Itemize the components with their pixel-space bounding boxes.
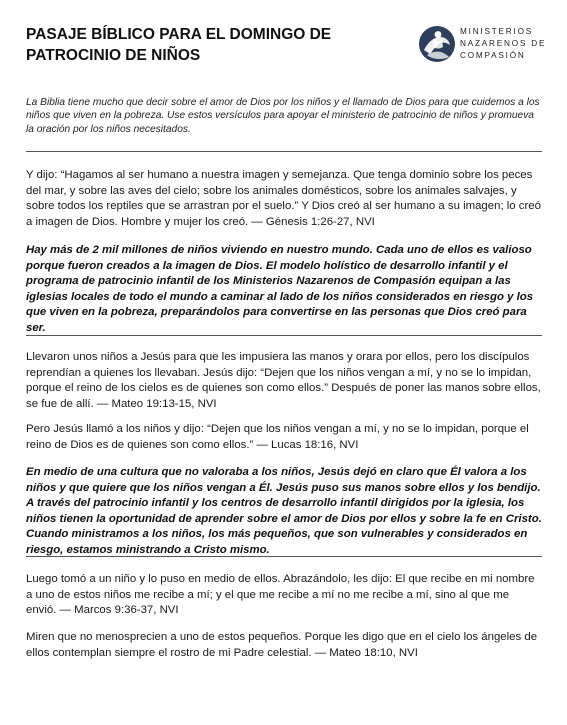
page-title: PASAJE BÍBLICO PARA EL DOMINGO DE PATROCINIO DE NIÑOS: [26, 26, 332, 64]
verse-marcos-9: Luego tomó a un niño y lo puso en medio de ellos. Abrazándolo, les dijo: El que recibe en mi nombre a uno de estos niños me recibe a mí; y el que me recibe a mí no me recibe a mí, sino al que me envió. — Marcos 9:36-37, NVI: [26, 573, 535, 617]
verse-mateo-19: Llevaron unos niños a Jesús para que les impusiera las manos y orara por ellos, pero los discípulos reprendían a quienes los llevaban. Jesús dijo: “Dejen que los niños vengan a mí, y no se lo impidan, porque el reino de los cielos es de quienes son como ellos.” Después de poner las manos sobre ellos, se fue de allí. — Mateo 19:13-15, NVI: [26, 351, 541, 410]
logo-line: NAZARENOS DE: [460, 39, 547, 48]
logo-line: COMPASIÓN: [460, 51, 526, 60]
verse-genesis: Y dijo: “Hagamos al ser humano a nuestra imagen y semejanza. Que tenga dominio sobre los peces del mar, y sobre las aves del cielo; sobre los animales domésticos, sobre los animales salvajes, y sobre todos los reptiles que se arrastran por el suelo.” Y Dios creó al ser humano a su imagen; lo creó a imagen de Dios. Hombre y mujer los creó. — Génesis 1:26-27, NVI: [26, 169, 541, 228]
ministry-logo: [418, 24, 558, 68]
section-divider: [26, 151, 542, 152]
logo-line: MINISTERIOS: [460, 27, 534, 36]
reflection-2: En medio de una cultura que no valoraba a los niños, Jesús dejó en claro que Él valora a los niños y que quiere que los niños vengan a Él. Jesús puso sus manos sobre ellos y los bendijo. A través del patrocinio infantil y los centros de desarrollo infantil dirigidos por la iglesia, los niños tienen la oportunidad de aprender sobre el amor de Dios por ellos y sobre la fe en Cristo. Cuando ministramos a los niños, los más pequeños, que son vulnerables y considerados en riesgo, estamos ministrando a Cristo mismo.: [26, 466, 542, 556]
verse-mateo-18: Miren que no menosprecien a uno de estos pequeños. Porque les digo que en el cielo los ángeles de ellos contemplan siempre el rostro de mi Padre celestial. — Mateo 18:10, NVI: [26, 631, 538, 659]
intro-text: La Biblia tiene mucho que decir sobre el amor de Dios por los niños y el llamado de Dios para que cuidemos a los niños que viven en la pobreza. Use estos versículos para apoyar el ministerio de patrocinio de niños y promueva la oración por los niños necesitados.: [26, 97, 540, 135]
reflection-1: Hay más de 2 mil millones de niños viviendo en nuestro mundo. Cada uno de ellos es valioso porque fueron creados a la imagen de Dios. El modelo holístico de desarrollo infantil y el programa de patrocinio infantil de los Ministerios Nazarenos de Compasión equipan a las iglesias locales de todo el mundo a caminar al lado de los niños considerados en riesgo y los que viven en la pobreza, preparándolos para convertirse en las personas que Dios creó para ser.: [26, 244, 534, 334]
logo-wordmark: [460, 26, 564, 62]
header: [26, 24, 546, 74]
verse-lucas-18: Pero Jesús llamó a los niños y dijo: “Dejen que los niños vengan a mí, y no se lo impidan, porque el reino de Dios es de quienes son como ellos.” — Lucas 18:16, NVI: [26, 423, 529, 451]
section-divider: [26, 556, 542, 557]
ministry-hands-child-logo-icon: [418, 25, 456, 63]
section-divider: [26, 335, 542, 336]
